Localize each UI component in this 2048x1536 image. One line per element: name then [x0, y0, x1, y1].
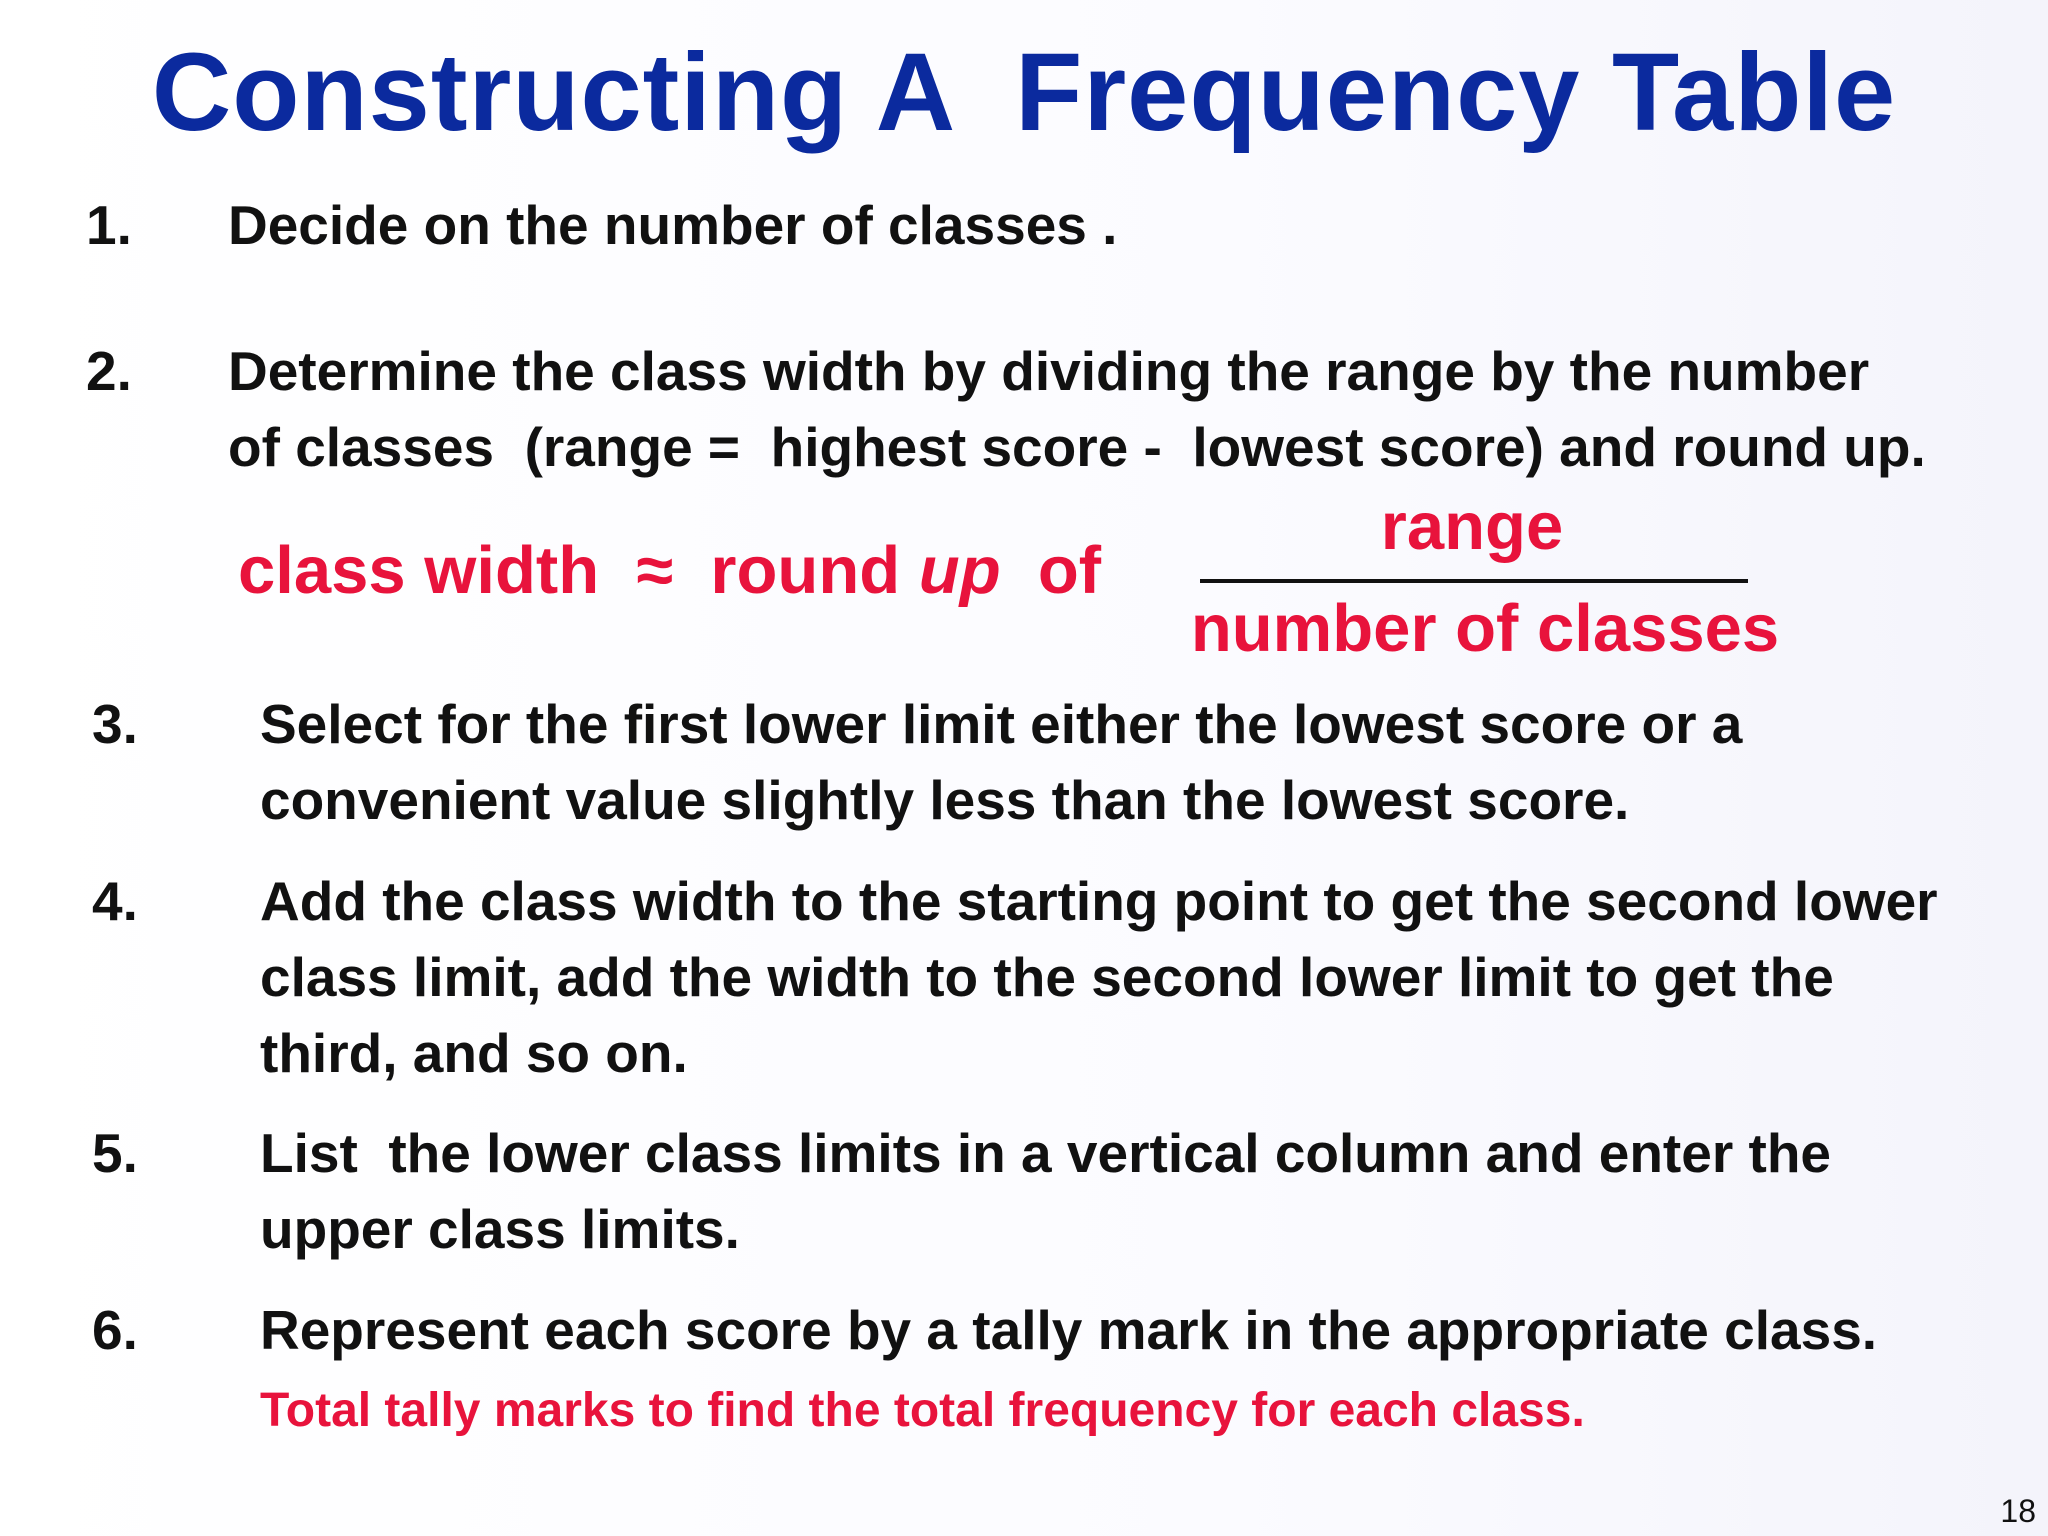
formula-lhs [238, 532, 1101, 609]
step-text [228, 333, 1926, 485]
formula-lhs-italic: up [918, 533, 1001, 608]
step-line: Select for the first lower limit either the lowest score or a [260, 693, 1743, 755]
page-number: 18 [2000, 1493, 2036, 1529]
formula-lhs-text: class width ≈ round [238, 533, 919, 608]
step-line: Add the class width to the starting point to get the second lower [260, 870, 1938, 932]
step-text [260, 863, 1938, 1091]
step-line: Determine the class width by dividing the range by the number [228, 340, 1870, 402]
step-line: of classes (range = highest score - lowest score) and round up. [228, 416, 1926, 478]
step-text [260, 1292, 1877, 1368]
formula-numerator: range [1380, 489, 1564, 564]
formula-denominator: number of classes [1190, 591, 1780, 666]
tally-note: Total tally marks to find the total frequency for each class. [260, 1384, 1585, 1437]
fraction-bar [1200, 579, 1748, 583]
formula-lhs-text-end: of [1000, 533, 1102, 608]
step-text [260, 1115, 1831, 1267]
step-number: 4. [92, 870, 138, 932]
step-text [228, 187, 1117, 263]
step-line: convenient value slightly less than the lowest score. [260, 769, 1630, 831]
step-line: class limit, add the width to the second lower limit to get the [260, 946, 1834, 1008]
step-number: 5. [92, 1122, 138, 1184]
slide-title: Constructing A Frequency Table [151, 31, 1897, 154]
step-line: third, and so on. [260, 1022, 688, 1084]
step-line: Decide on the number of classes . [228, 194, 1118, 256]
step-number: 2. [86, 340, 132, 402]
step-line: List the lower class limits in a vertical column and enter the [260, 1122, 1832, 1184]
step-line: upper class limits. [260, 1198, 740, 1260]
step-number: 3. [92, 693, 138, 755]
step-number: 1. [86, 194, 132, 256]
class-width-formula [0, 490, 2048, 670]
step-text [260, 686, 1742, 838]
step-number: 6. [92, 1299, 138, 1361]
step-line: Represent each score by a tally mark in the appropriate class. [260, 1299, 1878, 1361]
